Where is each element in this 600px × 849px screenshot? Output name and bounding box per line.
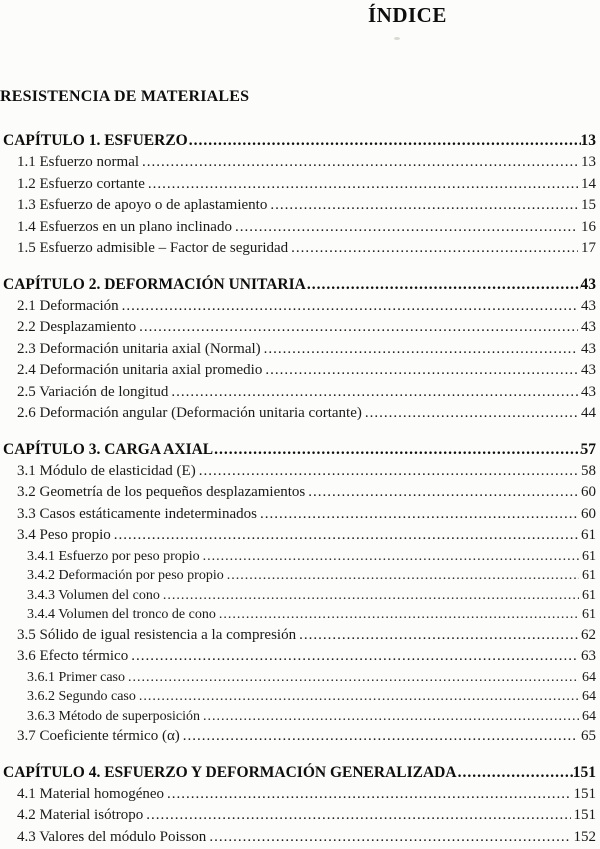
toc-entry: [3, 646, 596, 668]
toc-entry-label: 4.2 Material isótropo: [17, 807, 144, 823]
dot-leader: [219, 605, 579, 625]
toc-entry: [3, 360, 596, 382]
toc-entry-label: 3.7 Coeficiente térmico (α): [17, 728, 180, 744]
chapter-page: 13: [580, 132, 596, 149]
toc-entry-page: 43: [581, 319, 596, 335]
toc-entry: [3, 238, 596, 260]
chapter-heading-row: [3, 274, 596, 296]
toc-entry-label: 3.6.3 Método de superposición: [27, 708, 201, 724]
dot-leader: [227, 566, 579, 586]
toc-entry-page: 60: [581, 484, 596, 500]
toc-entry-page: 15: [581, 197, 596, 213]
chapter-page: 151: [572, 763, 596, 781]
toc-entry: [3, 726, 596, 748]
toc-entry-label: 1.2 Esfuerzo cortante: [17, 175, 145, 192]
toc-entry-page: 151: [573, 785, 596, 802]
toc-entry-page: 14: [581, 175, 596, 192]
dot-leader: [264, 339, 578, 361]
chapter-heading-row: [3, 130, 596, 152]
toc-entry-page: 16: [581, 218, 596, 235]
toc-entry-page: 61: [582, 587, 596, 603]
dot-leader: [199, 461, 578, 483]
dot-leader: [458, 762, 573, 784]
toc-entry: [3, 296, 596, 318]
dot-leader: [142, 152, 578, 174]
toc-entry-page: 61: [582, 548, 596, 564]
section-heading: RESISTENCIA DE MATERIALES: [0, 88, 250, 105]
toc-entry: [3, 586, 596, 606]
dot-leader: [291, 238, 578, 260]
dot-leader: [148, 174, 578, 196]
toc-entry: [3, 382, 596, 404]
toc-entry: [3, 668, 596, 688]
toc-entry-label: 3.4.3 Volumen del cono: [27, 587, 160, 603]
toc-entry-label: 3.4 Peso propio: [17, 527, 111, 543]
toc-entry: [3, 217, 596, 239]
dot-leader: [299, 625, 578, 647]
toc-entry: [3, 827, 596, 849]
toc-entry-page: 64: [582, 689, 596, 704]
chapter-block: [3, 274, 596, 425]
toc-entry: [3, 625, 596, 647]
toc-entry: [3, 605, 596, 625]
dot-leader: [167, 784, 570, 806]
toc-entry: [3, 547, 596, 567]
dot-leader: [203, 547, 579, 567]
toc-entry: [3, 152, 596, 174]
toc-entry-page: 43: [581, 340, 596, 357]
chapter-page: 57: [580, 440, 596, 458]
dot-leader: [139, 317, 578, 339]
scan-speck: [394, 37, 400, 40]
toc-entry-page: 61: [582, 568, 596, 583]
toc-entry-label: 1.4 Esfuerzos en un plano inclinado: [17, 218, 232, 235]
toc-entry-page: 63: [581, 648, 596, 664]
chapter-title: CAPÍTULO 4. ESFUERZO Y DEFORMACIÓN GENERALIZADA: [3, 763, 457, 781]
dot-leader: [146, 805, 570, 827]
toc-entry-page: 44: [581, 405, 596, 421]
toc-entry: [3, 403, 596, 425]
toc-entry-label: 3.4.4 Volumen del tronco de cono: [27, 607, 216, 622]
toc-entry-page: 151: [573, 807, 596, 823]
toc-entry-page: 64: [582, 669, 596, 685]
dot-leader: [365, 403, 578, 425]
toc-entry-label: 3.4.2 Deformación por peso propio: [27, 568, 224, 583]
toc-entry-page: 64: [582, 708, 596, 724]
dot-leader: [260, 504, 578, 526]
toc-entry: [3, 339, 596, 361]
table-of-contents: [3, 130, 596, 848]
toc-entry-page: 152: [573, 828, 596, 845]
page-title: ÍNDICE: [368, 3, 447, 27]
toc-entry-page: 17: [581, 240, 596, 256]
toc-entry-label: 3.6.1 Primer caso: [27, 669, 125, 685]
toc-entry-label: 3.3 Casos estáticamente indeterminados: [17, 505, 257, 522]
toc-entry: [3, 482, 596, 504]
dot-leader: [163, 586, 579, 606]
dot-leader: [122, 296, 578, 318]
toc-entry: [3, 707, 596, 727]
toc-entry-label: 3.1 Módulo de elasticidad (E): [17, 462, 196, 479]
dot-leader: [214, 439, 580, 461]
chapter-heading-row: [3, 439, 596, 461]
toc-entry-label: 4.3 Valores del módulo Poisson: [17, 828, 207, 845]
dot-leader: [189, 130, 581, 152]
toc-entry-label: 3.5 Sólido de igual resistencia a la compresión: [17, 626, 297, 643]
toc-entry-page: 43: [581, 297, 596, 314]
toc-entry-label: 3.2 Geometría de los pequeños desplazamientos: [17, 484, 306, 500]
chapter-title: CAPÍTULO 2. DEFORMACIÓN UNITARIA: [3, 275, 306, 293]
toc-entry-page: 61: [581, 527, 596, 543]
toc-entry-label: 2.5 Variación de longitud: [17, 383, 169, 400]
toc-entry-label: 2.1 Deformación: [17, 297, 119, 314]
toc-entry-label: 3.4.1 Esfuerzo por peso propio: [27, 548, 200, 564]
dot-leader: [209, 827, 570, 849]
dot-leader: [131, 646, 578, 668]
toc-entry: [3, 317, 596, 339]
toc-entry-page: 58: [581, 462, 596, 479]
toc-entry-label: 2.6 Deformación angular (Deformación unitaria cortante): [17, 405, 362, 421]
dot-leader: [265, 360, 578, 382]
dot-leader: [183, 726, 578, 748]
toc-entry: [3, 687, 596, 707]
toc-entry: [3, 504, 596, 526]
dot-leader: [128, 668, 579, 688]
toc-entry-label: 1.5 Esfuerzo admisible – Factor de seguridad: [17, 240, 289, 256]
toc-entry: [3, 525, 596, 547]
chapter-title: CAPÍTULO 3. CARGA AXIAL: [3, 440, 214, 458]
toc-entry: [3, 784, 596, 806]
toc-entry: [3, 461, 596, 483]
toc-entry-page: 61: [582, 607, 596, 622]
toc-entry: [3, 566, 596, 586]
toc-entry-page: 43: [581, 383, 596, 400]
toc-entry-label: 2.3 Deformación unitaria axial (Normal): [17, 340, 261, 357]
dot-leader: [235, 217, 578, 239]
toc-entry-label: 3.6 Efecto térmico: [17, 648, 129, 664]
toc-entry: [3, 174, 596, 196]
toc-entry-page: 13: [581, 154, 596, 170]
toc-entry-page: 65: [581, 728, 596, 744]
dot-leader: [308, 482, 578, 504]
dot-leader: [171, 382, 578, 404]
toc-entry-label: 4.1 Material homogéneo: [17, 785, 165, 802]
dot-leader: [270, 195, 578, 217]
chapter-block: [3, 439, 596, 748]
toc-entry-label: 3.6.2 Segundo caso: [27, 689, 136, 704]
toc-entry: [3, 805, 596, 827]
chapter-page: 43: [580, 275, 596, 293]
dot-leader: [307, 274, 581, 296]
dot-leader: [139, 687, 579, 707]
chapter-heading-row: [3, 762, 596, 784]
dot-leader: [114, 525, 578, 547]
chapter-title: CAPÍTULO 1. ESFUERZO: [3, 132, 188, 149]
toc-entry-label: 1.3 Esfuerzo de apoyo o de aplastamiento: [17, 197, 268, 213]
chapter-block: [3, 130, 596, 260]
toc-entry: [3, 195, 596, 217]
toc-entry-label: 2.2 Desplazamiento: [17, 319, 137, 335]
toc-entry-label: 1.1 Esfuerzo normal: [17, 154, 140, 170]
dot-leader: [203, 707, 579, 727]
toc-entry-label: 2.4 Deformación unitaria axial promedio: [17, 362, 263, 378]
toc-entry-page: 60: [581, 505, 596, 522]
chapter-block: [3, 762, 596, 849]
toc-entry-page: 43: [581, 362, 596, 378]
toc-entry-page: 62: [581, 626, 596, 643]
